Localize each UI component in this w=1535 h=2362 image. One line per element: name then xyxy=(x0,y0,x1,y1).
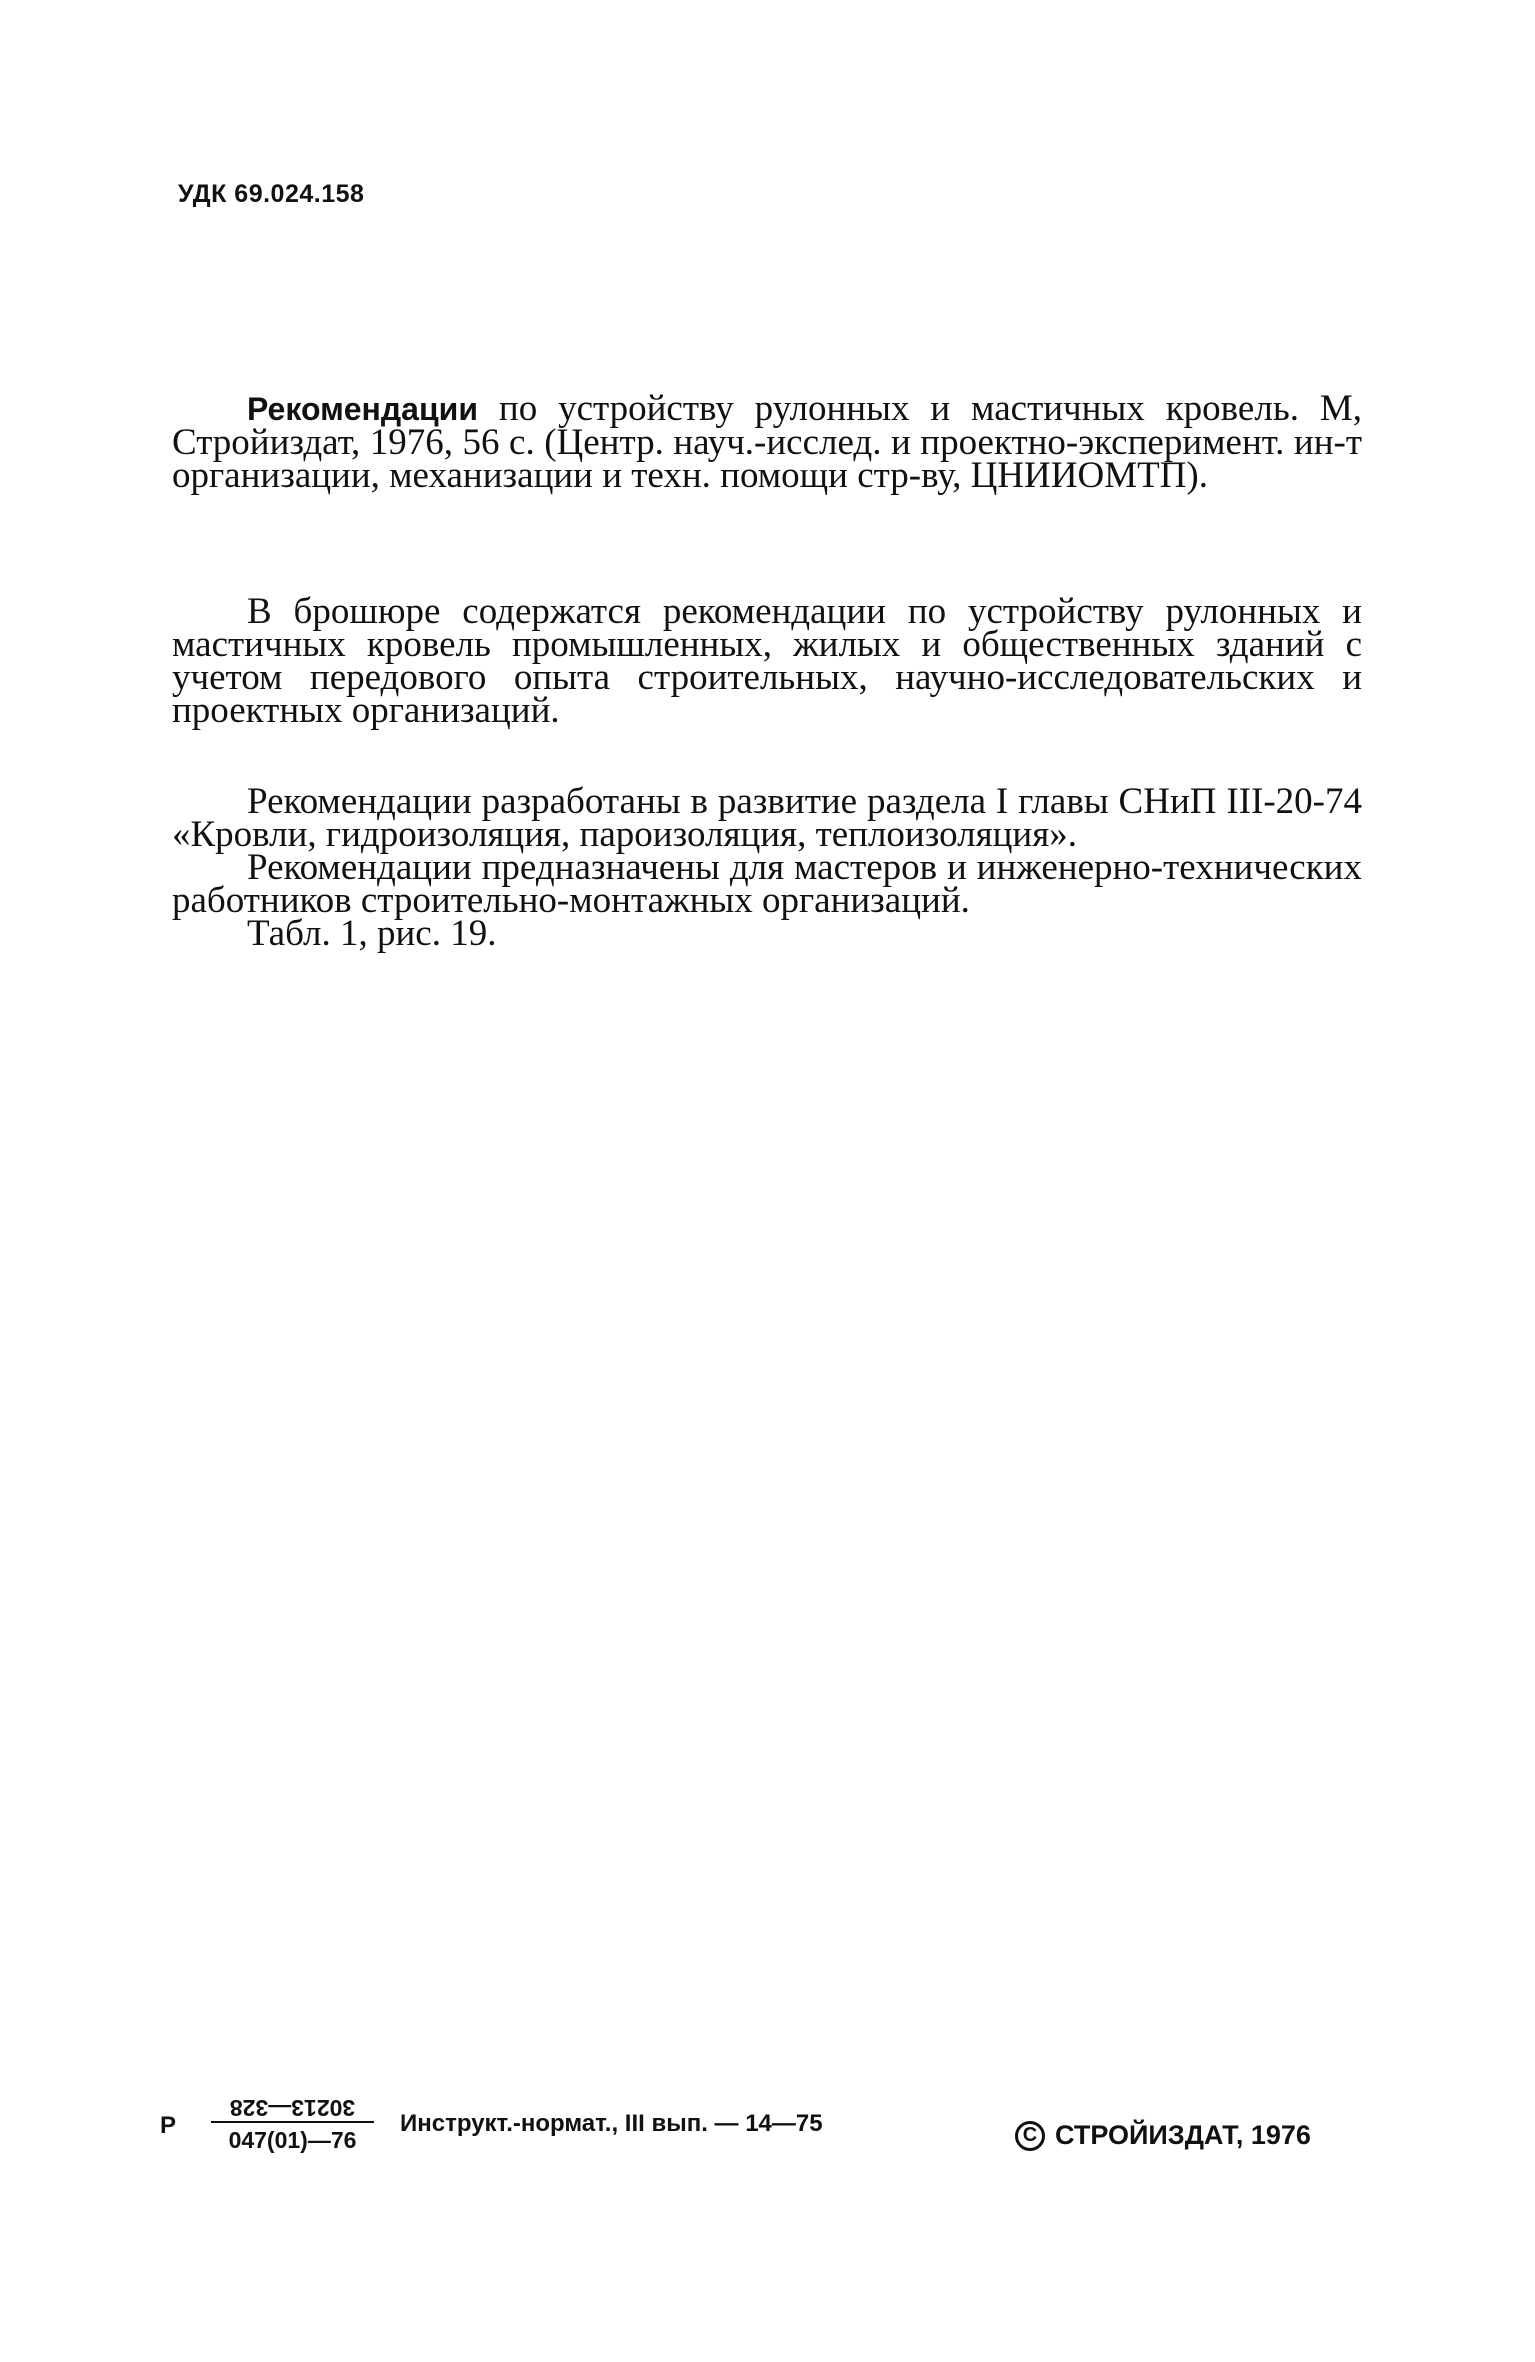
imprint-code-fraction xyxy=(205,2090,380,2154)
imprint-code-numerator: 30213—328 xyxy=(229,2095,356,2121)
abstract-tables-figures: Табл. 1, рис. 19. xyxy=(247,913,497,954)
abstract-description: В брошюре содержатся рекомендации по устройству рулонных и мастичных кровель промышленных, жилых и общественных зданий с учетом передового опыта строительных, научно-исследовательских и проектных организаций. xyxy=(172,591,1362,731)
citation-details: по устройству рулонных и мастичных кровель. М, Стройиздат, 1976, 56 с. (Центр. науч.-исслед. и проектно-эксперимент. ин-т организации, механизации и техн. помощи стр-ву, ЦНИИОМТП). xyxy=(172,388,1362,496)
citation-title: Рекомендации xyxy=(247,391,478,427)
copyright-block xyxy=(1015,2120,1311,2151)
imprint-footer xyxy=(160,2090,1380,2210)
abstract-development-note: Рекомендации разработаны в развитие раздела I главы СНиП III-20-74 «Кровли, гидроизоляция, пароизоляция, теплоизоляция». xyxy=(172,781,1362,855)
imprint-code-denominator: 047(01)—76 xyxy=(228,2127,357,2153)
abstract-audience-note: Рекомендации предназначены для мастеров и инженерно-технических работников строительно-монтажных организаций. xyxy=(172,847,1362,921)
publisher-name: СТРОЙИЗДАТ, 1976 xyxy=(1055,2120,1311,2150)
copyright-icon: C xyxy=(1015,2121,1045,2151)
abstract-citation xyxy=(172,388,1362,496)
imprint-letter: Р xyxy=(160,2112,177,2139)
imprint-instruction: Инструкт.-нормат., III вып. — 14—75 xyxy=(400,2110,823,2137)
udk-code: УДК 69.024.158 xyxy=(178,180,365,208)
